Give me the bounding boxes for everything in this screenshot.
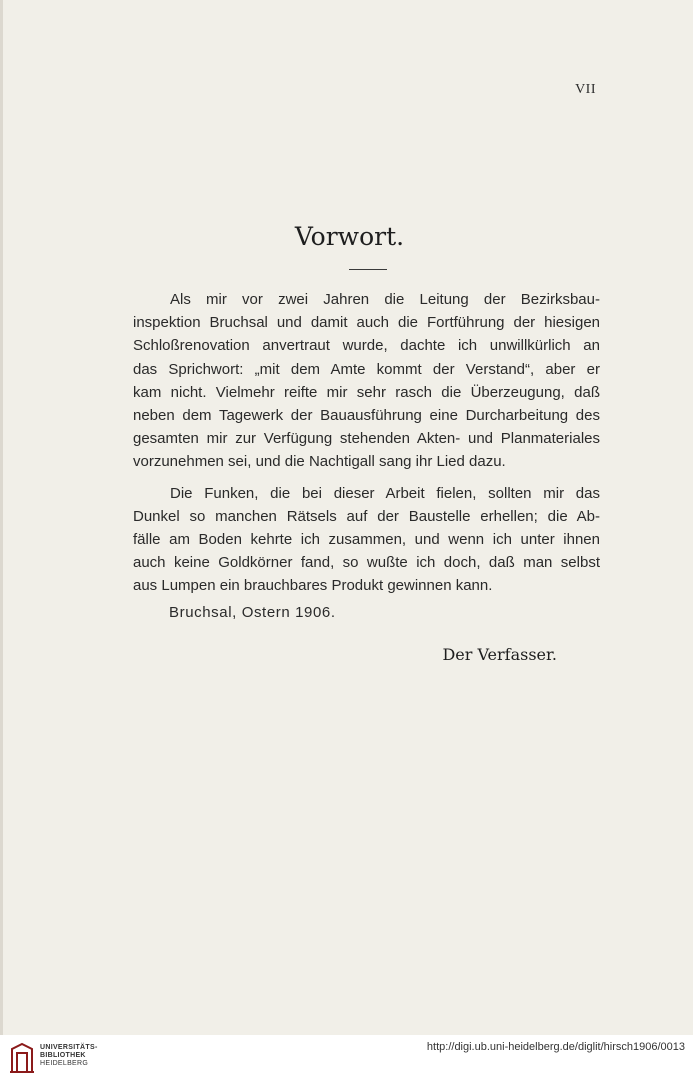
paragraph-1 xyxy=(133,288,600,474)
text-line: gesamten mir zur Verfügung stehenden Akten- und Planmateriales xyxy=(133,430,600,448)
library-name-line: BIBLIOTHEK xyxy=(40,1052,86,1059)
text-line: Als mir vor zwei Jahren die Leitung der Bezirksbau- xyxy=(170,291,600,308)
footer-bar xyxy=(0,1035,693,1081)
text-line: Dunkel so manchen Rätsels auf der Baustelle erhellen; die Ab- xyxy=(133,507,600,525)
library-name-line: UNIVERSITÄTS- xyxy=(40,1044,98,1051)
page-number: VII xyxy=(575,82,596,97)
library-name-line: HEIDELBERG xyxy=(40,1060,89,1067)
preface-body xyxy=(133,288,600,598)
source-url-link[interactable]: http://digi.ub.uni-heidelberg.de/diglit/hirsch1906/0013 xyxy=(426,1041,685,1053)
text-line: aus Lumpen ein brauchbares Produkt gewinnen kann. xyxy=(133,577,493,595)
place-date: Bruchsal, Ostern 1906. xyxy=(169,604,336,621)
text-line: auch keine Goldkörner fand, so wußte ich doch, daß man selbst xyxy=(133,554,600,572)
text-line: fälle am Boden kehrte ich zusammen, und wenn ich unter ihnen xyxy=(133,531,600,549)
text-line: inspektion Bruchsal und damit auch die Fortführung der hiesigen xyxy=(133,314,600,332)
text-line: vorzunehmen sei, und die Nachtigall sang ihr Lied dazu. xyxy=(133,453,506,471)
paragraph-2 xyxy=(133,482,600,598)
text-line: kam nicht. Vielmehr reifte mir sehr rasch die Überzeugung, daß xyxy=(133,383,600,401)
text-line: Schloßrenovation anvertraut wurde, dachte ich unwillkürlich an xyxy=(133,337,600,355)
page-title: Vorwort. xyxy=(294,222,405,251)
text-line: Die Funken, die bei dieser Arbeit fielen, sollten mir das xyxy=(170,484,600,502)
library-logo-icon xyxy=(8,1041,36,1075)
signature: Der Verfasser. xyxy=(442,645,557,664)
title-divider xyxy=(349,269,387,270)
text-line: das Sprichwort: „mit dem Amte kommt der Verstand“, aber er xyxy=(133,360,600,378)
library-name xyxy=(40,1044,98,1068)
text-line: neben dem Tagewerk der Bauausführung eine Durcharbeitung des xyxy=(133,407,600,425)
